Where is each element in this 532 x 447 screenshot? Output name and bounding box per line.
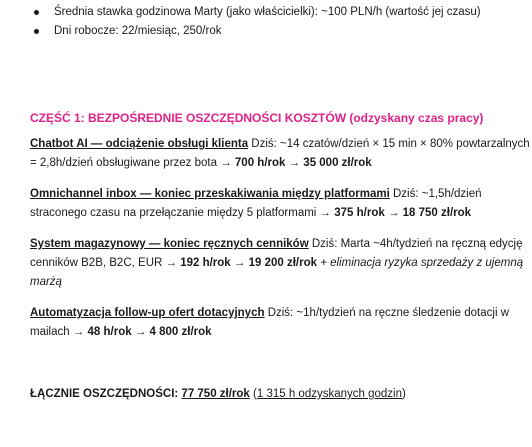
item-note: marżą <box>30 276 62 288</box>
item-amount: 35 000 zł/rok <box>303 157 372 169</box>
total-savings <box>30 385 510 404</box>
bullet-text: Dni robocze: 22/miesiąc, 250/rok <box>54 25 222 37</box>
item-title: Automatyzacja follow-up ofert dotacyjnych <box>30 307 265 319</box>
item-hours: 48 h/rok <box>87 326 132 338</box>
item-amount: 18 750 zł/rok <box>402 207 472 219</box>
item-text: Dziś: Marta ~4h/tydzień na ręczną edycję <box>308 238 523 250</box>
item-arrow: → <box>285 157 304 169</box>
item-hours: 375 h/rok <box>334 207 385 219</box>
savings-item-omnichannel <box>30 185 510 223</box>
item-text: mailach → <box>30 326 88 338</box>
bullet-text: Średnia stawka godzinowa Marty (jako właścicielki): ~100 PLN/h (wartość jej czasu) <box>54 6 481 18</box>
item-note: + eliminacja ryzyka sprzedaży z ujemną <box>317 257 524 269</box>
section-heading: CZĘŚĆ 1: BEZPOŚREDNIE OSZCZĘDNOŚCI KOSZTÓW (odzyskany czas pracy) <box>30 111 484 125</box>
item-amount: 19 200 zł/rok <box>248 257 317 269</box>
item-amount: 4 800 zł/rok <box>149 326 212 338</box>
item-text: Dziś: ~14 czatów/dzień × 15 min × 80% powtarzalnych <box>248 138 530 150</box>
item-title: Omnichannel inbox — koniec przeskakiwania między platformami <box>30 188 390 200</box>
total-paren-close: ) <box>402 388 406 400</box>
total-hours: 1 315 h odzyskanych godzin <box>256 388 402 400</box>
savings-item-chatbot <box>30 135 530 173</box>
item-arrow: → <box>230 257 249 269</box>
item-hours: 700 h/rok <box>234 157 286 169</box>
bullet-item <box>34 6 481 18</box>
bullet-dot-icon <box>34 29 39 34</box>
total-paren-open: ( <box>249 388 257 400</box>
total-value: 77 750 zł/rok <box>181 388 250 400</box>
bullet-item <box>34 25 221 37</box>
item-title: Chatbot AI — odciążenie obsługi klienta <box>30 138 249 150</box>
item-text: Dziś: ~1,5h/dzień <box>389 188 482 200</box>
savings-item-followup <box>30 304 510 342</box>
bullet-dot-icon <box>34 10 39 15</box>
item-hours: 192 h/rok <box>180 257 231 269</box>
item-arrow: → <box>384 207 403 219</box>
total-label: ŁĄCZNIE OSZCZĘDNOŚCI: <box>30 388 182 400</box>
savings-item-inventory <box>30 235 524 292</box>
item-text: straconego czasu na przełączanie między 5 platformami → <box>30 207 335 219</box>
item-text: Dziś: ~1h/tydzień na ręczne śledzenie dotacji w <box>264 307 510 319</box>
item-text: cenników B2B, B2C, EUR → <box>30 257 181 269</box>
item-arrow: → <box>131 326 150 338</box>
item-text: = 2,8h/dzień obsługiwane przez bota → <box>30 157 235 169</box>
item-title: System magazynowy — koniec ręcznych cenników <box>30 238 309 250</box>
